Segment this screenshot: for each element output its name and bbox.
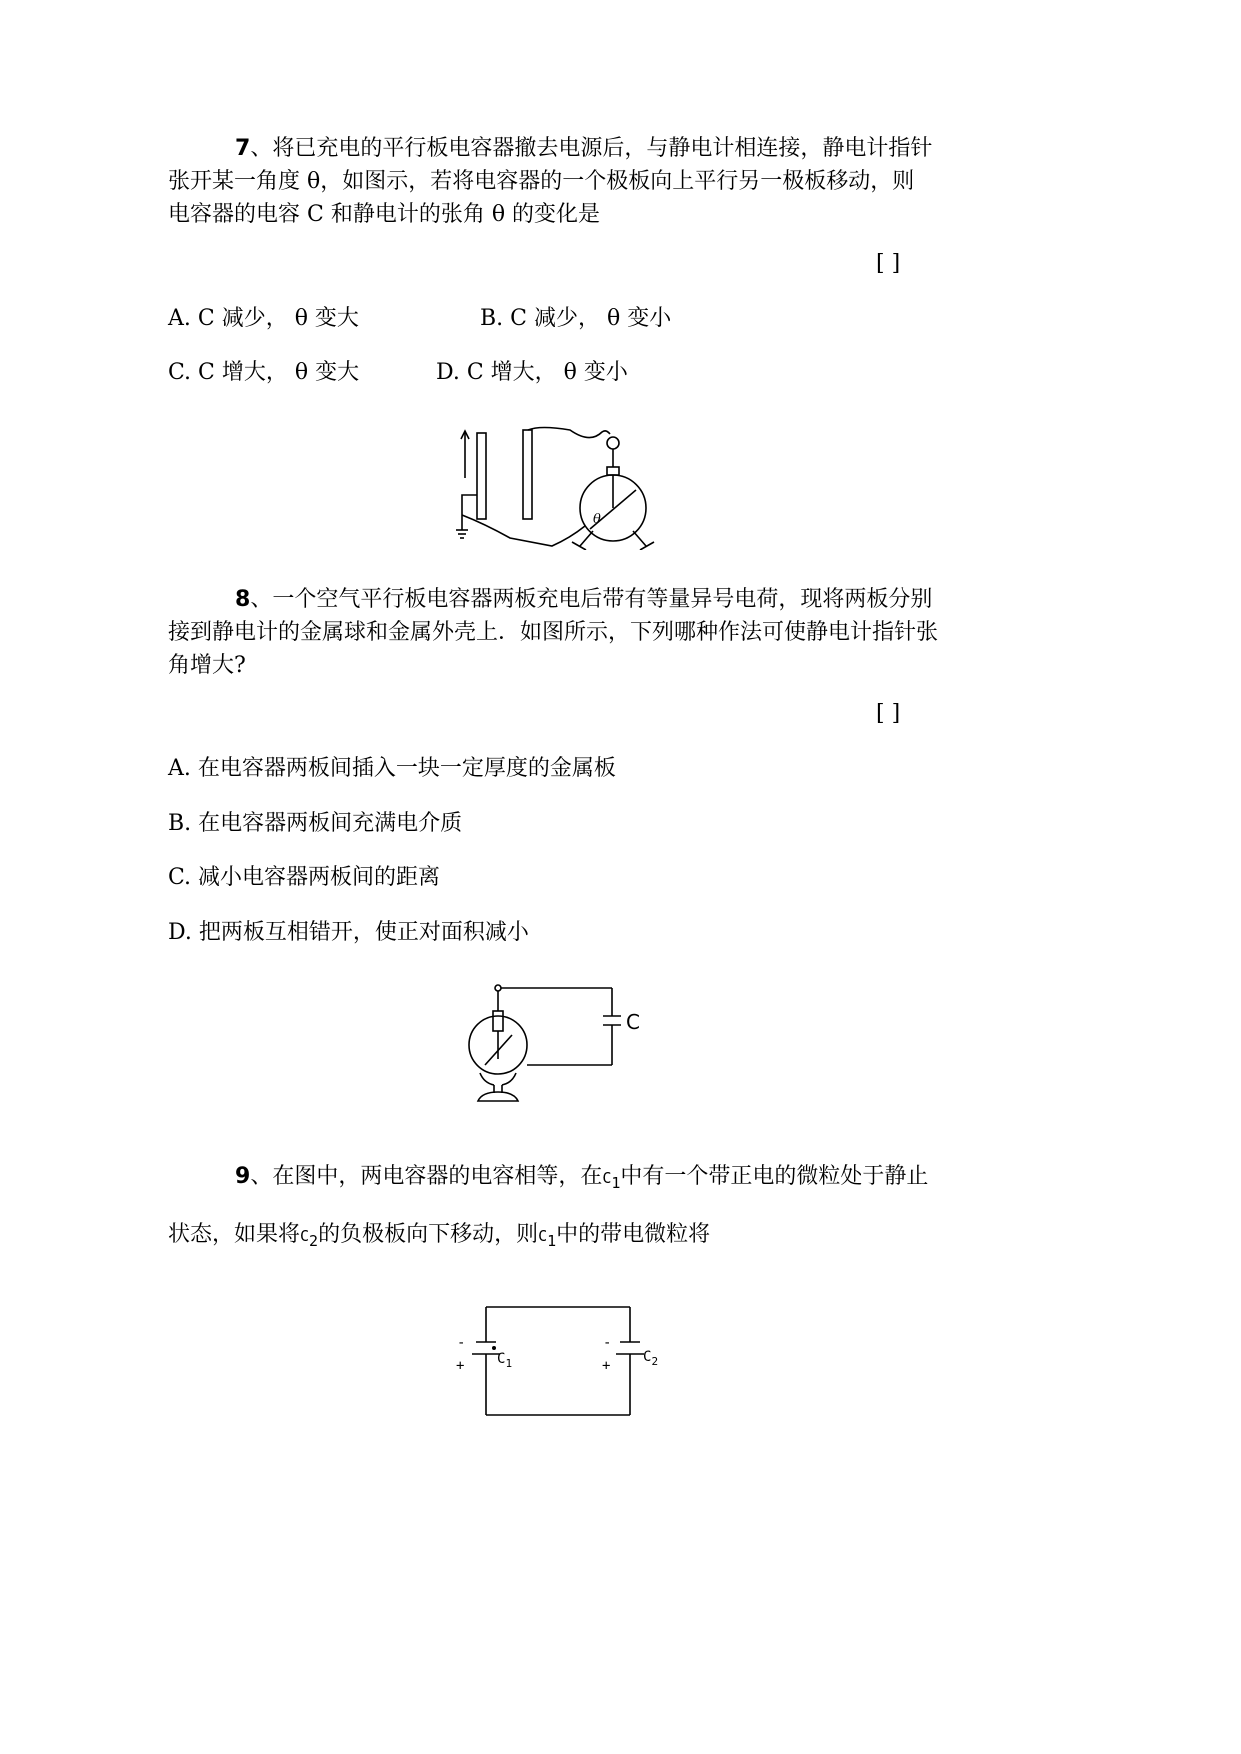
c1-minus-sign: -: [457, 1335, 466, 1351]
charged-particle: [492, 1346, 496, 1350]
q7-line2: 张开某一角度 θ，如图示，若将电容器的一个极板向上平行另一极板移动，则: [168, 169, 915, 194]
theta-label: θ: [593, 512, 601, 527]
q8-option-d[interactable]: D. 把两板互相错开，使正对面积减小: [168, 920, 529, 945]
q8-figure-electrometer-circuit: [460, 975, 660, 1105]
c1-label: $C_1$: [497, 1351, 513, 1370]
q8-number: 8: [235, 587, 251, 612]
c2-symbol: C2: [300, 1227, 319, 1250]
q8-line1: 8、一个空气平行板电容器两板充电后带有等量异号电荷，现将两板分别: [235, 587, 933, 612]
capacitor-label: C: [626, 1010, 640, 1034]
q8-line2: 接到静电计的金属球和金属外壳上．如图所示，下列哪种作法可使静电计指针张: [168, 620, 939, 645]
q8-option-c[interactable]: C. 减小电容器两板间的距离: [168, 865, 441, 890]
q7-option-a[interactable]: A. C 减少， θ 变大: [168, 306, 359, 331]
c2-minus-sign: -: [603, 1335, 612, 1351]
c1-symbol-2: C1: [538, 1227, 557, 1250]
q8-option-a[interactable]: A. 在电容器两板间插入一块一定厚度的金属板: [168, 756, 616, 781]
q7-option-c[interactable]: C. C 增大， θ 变大: [168, 360, 360, 385]
q9-number: 9: [235, 1164, 251, 1189]
q9-line1: 9、在图中，两电容器的电容相等，在C1中有一个带正电的微粒处于静止: [235, 1164, 929, 1192]
q9-line2: 状态，如果将C2的负极板向下移动，则C1中的带电微粒将: [168, 1222, 711, 1250]
q7-answer-bracket[interactable]: [ ]: [876, 251, 901, 276]
c2-label: $C_2$: [643, 1349, 659, 1368]
q9-figure-two-capacitors: [440, 1295, 680, 1425]
q8-line3: 角增大?: [168, 653, 246, 678]
q7-option-d[interactable]: D. C 增大， θ 变小: [436, 360, 628, 385]
q7-line1: 7、将已充电的平行板电容器撤去电源后，与静电计相连接，静电计指针: [235, 136, 933, 161]
q8-answer-bracket[interactable]: [ ]: [876, 701, 901, 726]
q8-option-b[interactable]: B. 在电容器两板间充满电介质: [168, 811, 463, 836]
q7-number: 7: [235, 136, 251, 161]
c1-symbol: C1: [602, 1169, 621, 1192]
q7-line3: 电容器的电容 C 和静电计的张角 θ 的变化是: [168, 202, 601, 227]
q7-option-b[interactable]: B. C 减少， θ 变小: [480, 306, 672, 331]
c1-plus-sign: +: [456, 1358, 465, 1374]
q7-figure-capacitor-electrometer: [440, 420, 660, 550]
c2-plus-sign: +: [602, 1358, 611, 1374]
